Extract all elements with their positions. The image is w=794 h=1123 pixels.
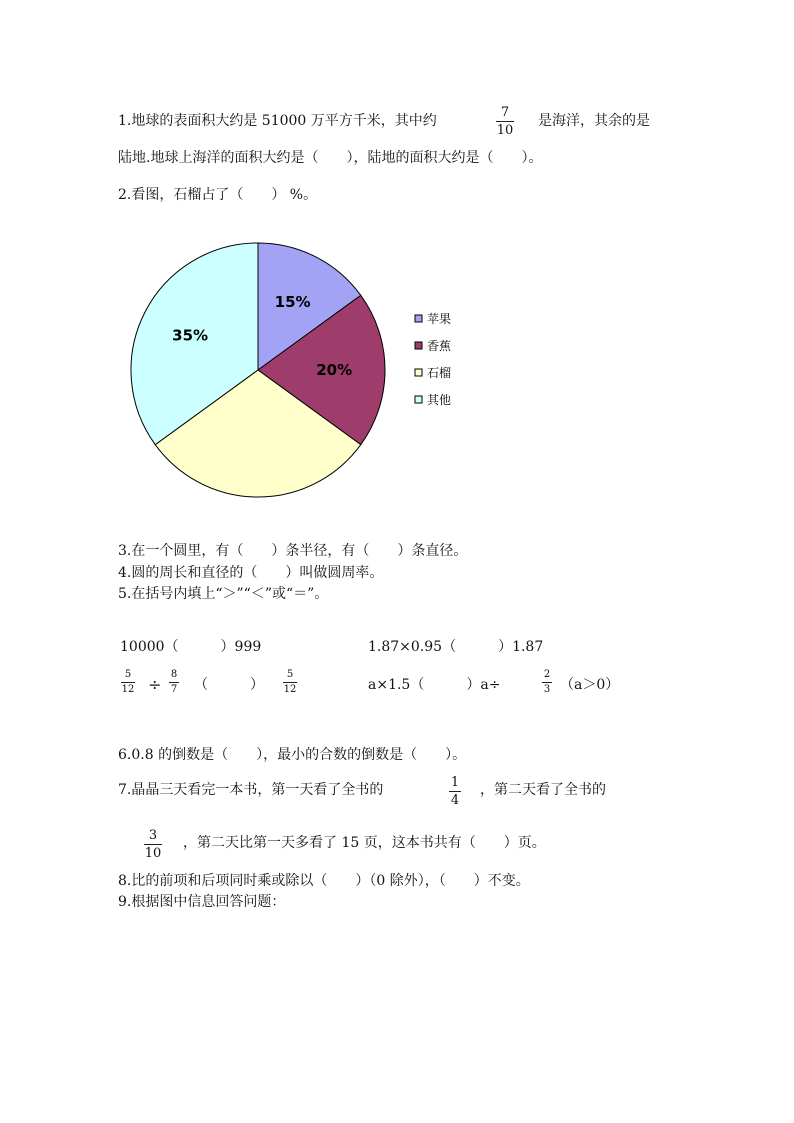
q5-item3-fraction1-denominator: 12 [121, 684, 135, 695]
q5-item3-fraction2-denominator: 7 [170, 684, 178, 695]
q5-item4-left: a×1.5（ ）a÷ [368, 677, 501, 693]
q7-fraction2-bar [144, 844, 162, 845]
legend-swatch-0 [415, 315, 422, 322]
pie-slice-label-3: 35% [172, 326, 209, 345]
legend-label-3: 其他 [427, 393, 452, 407]
q2-text: 2.看图，石榴占了（ ） %。 [118, 187, 318, 203]
q4-text: 4.圆的周长和直径的（ ）叫做圆周率。 [118, 565, 384, 581]
q1-text-part1: 1.地球的表面积大约是 51000 万平方千米，其中约 [118, 113, 437, 129]
q7-fraction2 [144, 829, 162, 860]
q1-fraction-denominator: 10 [496, 123, 514, 138]
q1-fraction [496, 106, 514, 137]
q5-item4-right: （a＞0） [560, 677, 620, 693]
q5-item4-fraction [542, 670, 552, 695]
legend-swatch-1 [415, 342, 422, 349]
legend-swatch-3 [415, 396, 422, 403]
pie-chart [120, 235, 480, 510]
q7-text-part2: ，第二天看了全书的 [480, 782, 606, 798]
q3-text: 3.在一个圆里，有（ ）条半径，有（ ）条直径。 [118, 543, 468, 559]
q7-text-part1: 7.晶晶三天看完一本书，第一天看了全书的 [118, 782, 384, 798]
q7-fraction2-denominator: 10 [144, 846, 162, 861]
q9-text: 9.根据图中信息回答问题： [118, 894, 286, 910]
q6-text: 6.0.8 的倒数是（ ），最小的合数的倒数是（ ）。 [118, 747, 467, 763]
legend-label-0: 苹果 [427, 312, 452, 326]
q5-item4-fraction-bar [542, 682, 552, 683]
q5-item3-fraction1-numerator: 5 [124, 669, 132, 680]
q1-fraction-bar [496, 121, 514, 122]
pie-slice-label-0: 15% [274, 293, 311, 312]
legend-swatch-2 [415, 369, 422, 376]
q5-text: 5.在括号内填上“＞”“＜”或“＝”。 [118, 586, 329, 602]
q5-item3-fraction1 [121, 670, 135, 695]
q5-item3-fraction3-denominator: 12 [283, 684, 297, 695]
q5-item3-divide: ÷ [148, 675, 162, 694]
legend-label-2: 石榴 [427, 366, 452, 380]
q5-item3-fraction2-bar [169, 682, 179, 683]
q1-text-line2: 陆地.地球上海洋的面积大约是（ ），陆地的面积大约是（ ）。 [118, 150, 543, 166]
q7-fraction2-numerator: 3 [148, 828, 158, 843]
q5-item1: 10000（ ）999 [120, 639, 262, 655]
q7-fraction1-denominator: 4 [450, 793, 460, 808]
q7-fraction1-numerator: 1 [450, 775, 460, 790]
q5-item3-paren: （ ） [194, 677, 264, 693]
q7-fraction1 [449, 776, 461, 807]
pie-slice-label-1: 20% [316, 361, 353, 379]
q5-item2: 1.87×0.95（ ）1.87 [368, 639, 544, 655]
q5-item3-fraction2 [169, 670, 179, 695]
q7-text-line2: ，第二天比第一天多看了 15 页，这本书共有（ ）页。 [183, 835, 546, 851]
q1-text-part2: 是海洋，其余的是 [538, 113, 650, 129]
legend-label-1: 香蕉 [427, 339, 452, 353]
q5-item3-fraction1-bar [121, 682, 135, 683]
q5-item4-fraction-denominator: 3 [543, 684, 551, 695]
q7-fraction1-bar [449, 791, 461, 792]
q5-item3-fraction2-numerator: 8 [170, 669, 178, 680]
q8-text: 8.比的前项和后项同时乘或除以（ ）（0 除外），（ ）不变。 [118, 873, 530, 889]
q1-fraction-numerator: 7 [500, 105, 510, 120]
q5-item4-fraction-numerator: 2 [543, 669, 551, 680]
q5-item3-fraction3-numerator: 5 [286, 669, 294, 680]
q5-item3-fraction3-bar [283, 682, 297, 683]
q5-item3-fraction3 [283, 670, 297, 695]
